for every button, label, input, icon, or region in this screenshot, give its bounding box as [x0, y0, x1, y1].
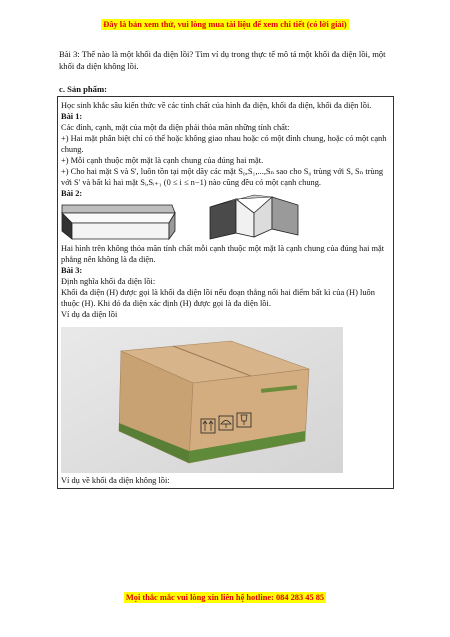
preview-banner [0, 14, 450, 32]
bai1-label: Bài 1: [61, 112, 83, 121]
property-2: +) Mỗi cạnh thuộc một mặt là cạnh chung của đúng hai mặt. [61, 156, 264, 165]
answer-box [57, 96, 394, 489]
box-inner-face [62, 213, 175, 223]
property-3-line-1: +) Cho hai mặt S và S', luôn tồn tại một dãy các mặt S₀,S₁,...,Sₙ sao cho S₀ trùng với S, Sₙ trùng [61, 167, 384, 176]
convex-example-caption: Ví dụ đa diện lồi [61, 310, 118, 319]
cardboard-box-photo [61, 327, 343, 473]
preview-banner-text: Đây là bản xem thử, vui lòng mua tài liệu để xem chi tiết (có lời giải) [103, 20, 347, 29]
box-top-face [62, 205, 175, 213]
convex-definition-title: Định nghĩa khối đa diện lồi: [61, 277, 156, 286]
prism-left-light-face [236, 199, 254, 237]
prism-right-grey-face [272, 197, 298, 235]
bai2-text: Hai hình trên không thỏa mãn tính chất mỗi cạnh thuộc một mặt là cạnh chung của đúng hai mặt phẳng nên không là đa diện. [61, 244, 385, 265]
prism-right-light-face [254, 197, 272, 237]
nonconvex-example-caption: Ví dụ về khối đa diện không lồi: [61, 476, 170, 485]
joined-prisms-figure [206, 193, 301, 243]
open-box-figure [60, 201, 180, 241]
bai3-question: Bài 3: Thế nào là một khối đa diện lồi? Tìm ví dụ trong thực tế mô tả một khối đa diện lồi, một khối đa diện không lồi. [59, 49, 386, 71]
hotline-footer [0, 587, 450, 605]
convex-definition-text: Khối đa diện (H) được gọi là khối đa diện lồi nếu đoạn thẳng nối hai điểm bất kì của (H) luôn thuộc (H). Khi đó đa diện xác định (H) được gọi là đa diện lồi. [61, 288, 375, 309]
bai1-text: Các đỉnh, cạnh, mặt của một đa diện phải thỏa mãn những tính chất: [61, 123, 290, 132]
bai2-label: Bài 2: [61, 189, 83, 198]
box-intro: Học sinh khắc sâu kiến thức về các tính chất của hình đa diện, khối đa diện, khối đa diện lồi. [61, 101, 372, 110]
section-c-heading: c. Sản phẩm: [59, 84, 107, 94]
prism-left-dark-face [210, 199, 236, 239]
property-1: +) Hai mặt phân biệt chỉ có thể hoặc không giao nhau hoặc có một đỉnh chung, hoặc có một cạnh chung. [61, 134, 387, 155]
hotline-text: Mọi thắc mắc vui lòng xin liên hệ hotline: 084 283 45 85 [125, 593, 325, 602]
property-3-line-2: với S' và bất kì hai mặt Sᵢ,Sᵢ₊₁ (0 ≤ i ≤ n−1) nào cũng đều có một cạnh chung. [61, 178, 321, 187]
bai3-label: Bài 3: [61, 266, 83, 275]
box-front-face [72, 223, 169, 239]
